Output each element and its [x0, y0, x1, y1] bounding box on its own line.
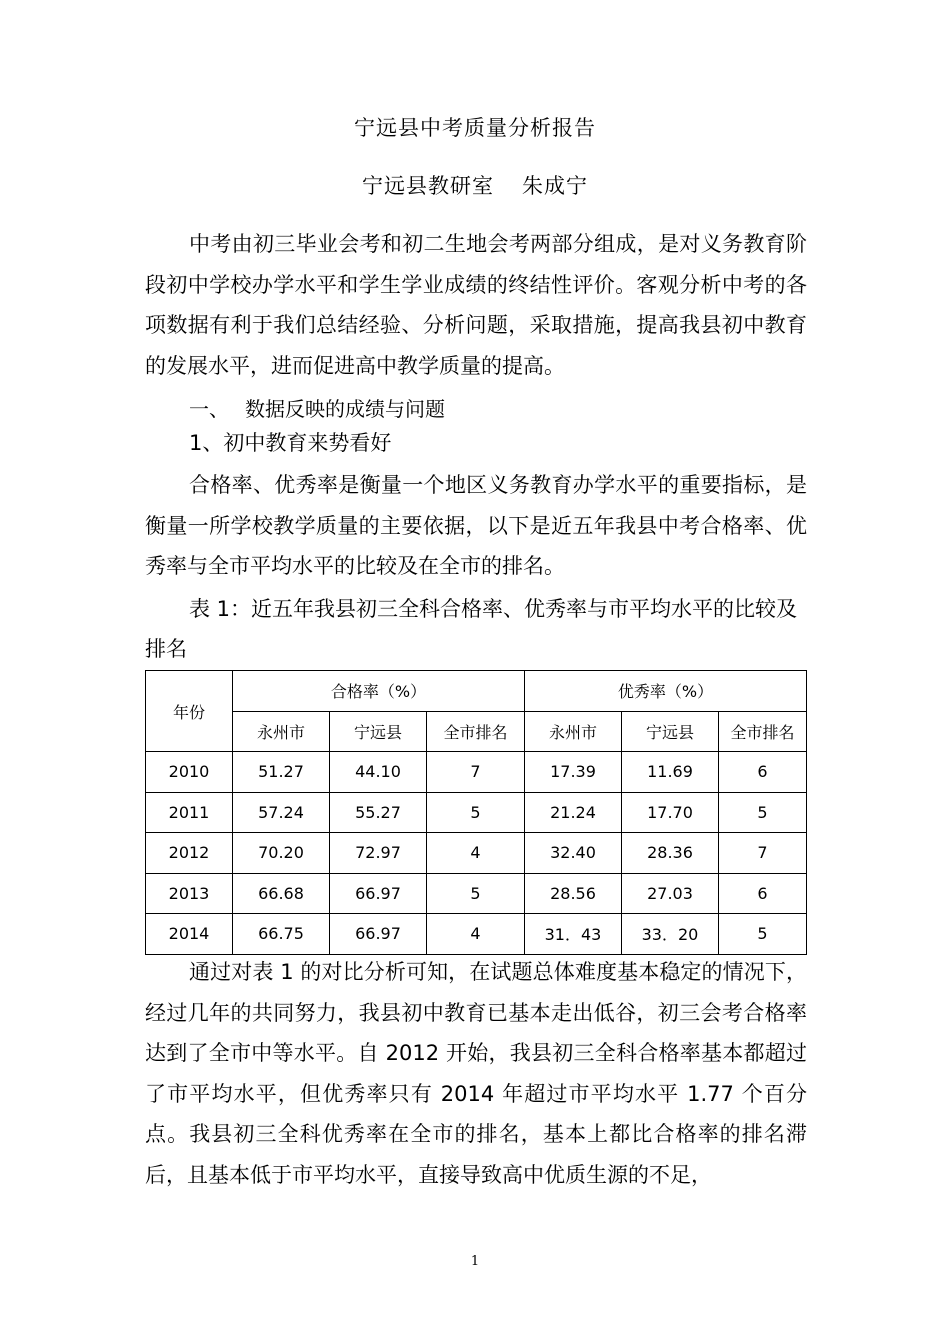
author-org: 宁远县教研室 [362, 174, 494, 198]
table-cell: 72.97 [330, 833, 427, 874]
table-row [146, 914, 807, 955]
table-header-row [146, 671, 807, 712]
table-cell: 33．20 [622, 914, 719, 955]
table-row [146, 833, 807, 874]
intro-paragraph: 中考由初三毕业会考和初二生地会考两部分组成，是对义务教育阶段初中学校办学水平和学生学业成绩的终结性评价。客观分析中考的各项数据有利于我们总结经验、分析问题，采取措施，提高我县初中教育的发展水平，进而促进高中教学质量的提高。 [145, 232, 807, 378]
subheader-cell: 宁远县 [330, 711, 427, 752]
table-cell: 51.27 [233, 752, 330, 793]
table-cell: 2013 [146, 873, 233, 914]
table-cell: 55.27 [330, 792, 427, 833]
data-table [145, 670, 807, 955]
author-line [0, 170, 950, 200]
subheader-cell: 宁远县 [622, 711, 719, 752]
table-cell: 11.69 [622, 752, 719, 793]
table-row [146, 873, 807, 914]
table-caption: 表 1：近五年我县初三全科合格率、优秀率与市平均水平的比较及排名 [145, 597, 798, 661]
page-number: 1 [470, 1254, 480, 1269]
table-cell: 2011 [146, 792, 233, 833]
table-cell: 5 [719, 914, 807, 955]
body-paragraph-3: 通过对表 1 的对比分析可知，在试题总体难度基本稳定的情况下，经过几年的共同努力，我县初中教育已基本走出低谷，初三会考合格率达到了全市中等水平。自 2012 开始，我县初三全科合格率基本都超过了市平均水平，但优秀率只有 2014 年超过市平均水平 1.77 个百分点。我县初三全科优秀率在全市的排名，基本上都比合格率的排名滞后，且基本低于市平均水平，直接导致高中优质生源的不足， [145, 960, 807, 1187]
table-cell: 5 [719, 792, 807, 833]
header-pass-rate: 合格率（%） [233, 671, 525, 712]
table-subheader-row [146, 711, 807, 752]
table-cell: 6 [719, 752, 807, 793]
table-cell: 66.97 [330, 873, 427, 914]
table-cell: 44.10 [330, 752, 427, 793]
table-cell: 28.56 [525, 873, 622, 914]
table-cell: 66.75 [233, 914, 330, 955]
header-year: 年份 [146, 671, 233, 752]
table-cell: 5 [427, 792, 525, 833]
table-cell: 66.97 [330, 914, 427, 955]
table-cell: 6 [719, 873, 807, 914]
table-cell: 2010 [146, 752, 233, 793]
section-number: 一、 [189, 397, 229, 421]
subheader-cell: 全市排名 [427, 711, 525, 752]
document-title: 宁远县中考质量分析报告 [354, 116, 596, 140]
table-row [146, 752, 807, 793]
table-cell: 17.39 [525, 752, 622, 793]
header-excellent-rate: 优秀率（%） [525, 671, 807, 712]
section-title: 数据反映的成绩与问题 [245, 397, 445, 421]
table-cell: 28.36 [622, 833, 719, 874]
table-cell: 2012 [146, 833, 233, 874]
table-cell: 70.20 [233, 833, 330, 874]
body-paragraph-2: 合格率、优秀率是衡量一个地区义务教育办学水平的重要指标，是衡量一所学校教学质量的主要依据，以下是近五年我县中考合格率、优秀率与全市平均水平的比较及在全市的排名。 [145, 473, 807, 578]
table-cell: 7 [719, 833, 807, 874]
table-cell: 27.03 [622, 873, 719, 914]
table-cell: 32.40 [525, 833, 622, 874]
subsection-heading-1: 1、初中教育来势看好 [189, 431, 392, 455]
section-heading-1 [189, 394, 445, 424]
table-cell: 66.68 [233, 873, 330, 914]
author-name: 朱成宁 [522, 174, 588, 198]
table-cell: 4 [427, 833, 525, 874]
subheader-cell: 永州市 [525, 711, 622, 752]
subheader-cell: 全市排名 [719, 711, 807, 752]
table-cell: 21.24 [525, 792, 622, 833]
table-cell: 31．43 [525, 914, 622, 955]
table-cell: 7 [427, 752, 525, 793]
table-cell: 57.24 [233, 792, 330, 833]
table-cell: 2014 [146, 914, 233, 955]
table-cell: 5 [427, 873, 525, 914]
table-cell: 4 [427, 914, 525, 955]
table-row [146, 792, 807, 833]
table-cell: 17.70 [622, 792, 719, 833]
subheader-cell: 永州市 [233, 711, 330, 752]
